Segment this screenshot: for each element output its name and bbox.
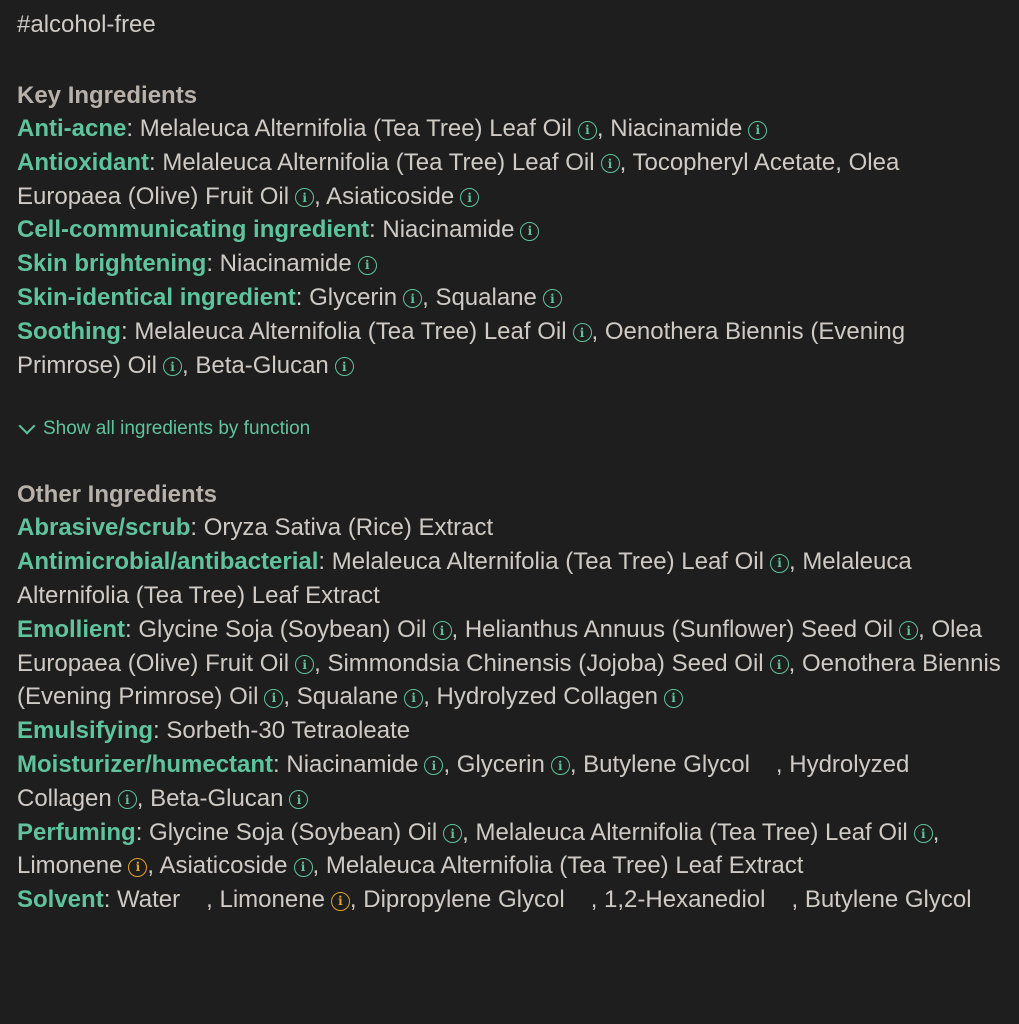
- function-separator: :: [369, 216, 383, 244]
- ingredient-separator: ,: [349, 886, 364, 914]
- ingredient-name[interactable]: Niacinamide: [219, 250, 352, 278]
- function-separator: :: [126, 115, 140, 142]
- show-all-ingredients-label: Show all ingredients by function: [43, 418, 311, 440]
- function-row: [17, 714, 1007, 748]
- function-name-link[interactable]: Emulsifying: [17, 717, 154, 745]
- info-icon[interactable]: i: [748, 121, 767, 140]
- info-icon[interactable]: i: [295, 655, 314, 674]
- ingredient-separator: ,: [314, 182, 327, 210]
- ingredient-separator: ,: [443, 750, 457, 778]
- ingredient-name[interactable]: Glycine Soja (Soybean) Oil: [149, 818, 438, 846]
- info-icon[interactable]: i: [424, 756, 443, 775]
- ingredient-name[interactable]: Glycerin: [456, 750, 545, 778]
- info-icon[interactable]: i: [520, 222, 539, 241]
- ingredient-name[interactable]: Hydrolyzed Collagen: [17, 750, 910, 812]
- info-icon[interactable]: i: [543, 289, 562, 308]
- ingredient-separator: ,: [788, 548, 803, 576]
- ingredient-name[interactable]: Niacinamide: [382, 216, 515, 244]
- ingredient-separator: ,: [918, 615, 932, 643]
- info-icon[interactable]: i: [460, 188, 479, 207]
- key-ingredients-heading: Key Ingredients: [17, 82, 198, 109]
- function-name-link[interactable]: Antioxidant: [17, 148, 149, 176]
- ingredient-name[interactable]: Olea Europaea (Olive) Fruit Oil: [17, 615, 983, 677]
- ingredient-name[interactable]: Melaleuca Alternifolia (Tea Tree) Leaf Extract: [17, 548, 912, 609]
- ingredient-separator: ,: [423, 683, 437, 711]
- ingredient-name[interactable]: Melaleuca Alternifolia (Tea Tree) Leaf Oil: [475, 818, 908, 846]
- info-icon[interactable]: i: [899, 621, 918, 640]
- alcohol-free-tag[interactable]: #alcohol-free: [17, 11, 156, 38]
- show-all-ingredients-toggle[interactable]: [17, 416, 1007, 442]
- ingredient-name[interactable]: Oenothera Biennis (Evening Primrose) Oil: [17, 649, 1001, 711]
- function-separator: :: [190, 514, 204, 542]
- other-ingredients-heading: Other Ingredients: [17, 481, 218, 509]
- function-name-link[interactable]: Abrasive/scrub: [17, 514, 191, 542]
- function-row: [17, 146, 1007, 214]
- ingredient-name[interactable]: Dipropylene Glycol: [363, 886, 565, 914]
- ingredient-name[interactable]: Helianthus Annuus (Sunflower) Seed Oil: [464, 615, 894, 643]
- info-icon[interactable]: i: [770, 554, 789, 573]
- other-ingredients-list: [17, 511, 1007, 917]
- ingredient-separator: ,: [462, 818, 476, 846]
- ingredient-separator: ,: [136, 784, 151, 812]
- function-separator: :: [318, 548, 332, 576]
- ingredient-name[interactable]: Water: [117, 886, 181, 914]
- function-row: [17, 315, 1007, 383]
- ingredient-separator: ,: [283, 683, 297, 711]
- info-icon[interactable]: i: [433, 621, 452, 640]
- info-icon[interactable]: i: [573, 323, 592, 342]
- ingredient-separator: ,: [314, 649, 328, 677]
- ingredient-name[interactable]: Butylene Glycol: [583, 750, 750, 778]
- info-icon[interactable]: i: [601, 154, 620, 173]
- function-name-link[interactable]: Anti-acne: [17, 115, 127, 142]
- ingredient-separator: ,: [569, 750, 584, 778]
- ingredient-name[interactable]: Oryza Sativa (Rice) Extract: [203, 514, 494, 542]
- function-name-link[interactable]: Skin brightening: [17, 250, 207, 278]
- function-name-link[interactable]: Perfuming: [17, 818, 136, 846]
- info-icon[interactable]: i: [914, 824, 933, 843]
- ingredient-name[interactable]: Beta-Glucan: [150, 784, 284, 812]
- function-row: [17, 213, 1007, 247]
- info-icon[interactable]: i: [335, 357, 354, 376]
- info-icon[interactable]: i: [404, 689, 423, 708]
- info-icon[interactable]: i: [118, 790, 137, 809]
- ingredient-separator: ,: [775, 750, 790, 778]
- ingredient-separator: ,: [147, 852, 160, 880]
- ingredient-name[interactable]: Glycine Soja (Soybean) Oil: [138, 615, 427, 643]
- ingredient-name[interactable]: Squalane: [296, 683, 399, 711]
- ingredient-separator: ,: [312, 852, 326, 880]
- ingredient-name[interactable]: Glycerin: [309, 283, 398, 311]
- ingredient-name[interactable]: Niacinamide: [610, 115, 743, 142]
- function-name-link[interactable]: Soothing: [17, 317, 121, 345]
- ingredient-name[interactable]: Sorbeth-30 Tetraoleate: [166, 717, 411, 745]
- info-icon[interactable]: i: [578, 121, 597, 140]
- function-row: [17, 545, 1007, 613]
- ingredient-separator: ,: [451, 615, 465, 643]
- info-icon[interactable]: i: [294, 858, 313, 877]
- info-icon[interactable]: i: [264, 689, 283, 708]
- info-icon[interactable]: i: [163, 357, 182, 376]
- ingredient-name[interactable]: Simmondsia Chinensis (Jojoba) Seed Oil: [327, 649, 764, 677]
- function-row: [17, 883, 1007, 917]
- ingredient-name[interactable]: Limonene: [219, 886, 325, 914]
- ingredient-name[interactable]: Butylene Glycol: [804, 886, 972, 914]
- ingredient-name[interactable]: Melaleuca Alternifolia (Tea Tree) Leaf Oil: [331, 548, 764, 576]
- ingredient-separator: ,: [619, 148, 633, 176]
- ingredient-name[interactable]: Niacinamide: [286, 750, 419, 778]
- info-icon[interactable]: i: [358, 256, 377, 275]
- function-separator: :: [149, 148, 163, 176]
- other-ingredients-section: [17, 478, 1007, 917]
- function-separator: :: [273, 750, 287, 778]
- info-icon[interactable]: i: [551, 756, 570, 775]
- warning-info-icon[interactable]: i: [128, 858, 147, 877]
- ingredient-name[interactable]: 1,2-Hexanediol: [604, 886, 766, 914]
- ingredient-name[interactable]: Hydrolyzed Collagen: [436, 683, 658, 711]
- ingredient-name[interactable]: Asiaticoside: [159, 852, 288, 880]
- ingredient-separator: ,: [591, 317, 605, 345]
- function-row: [17, 511, 1007, 545]
- ingredient-separator: ,: [835, 148, 849, 176]
- ingredient-name[interactable]: Melaleuca Alternifolia (Tea Tree) Leaf Extract: [325, 852, 804, 880]
- key-ingredients-section: [17, 79, 1007, 382]
- info-icon[interactable]: i: [289, 790, 308, 809]
- function-name-link[interactable]: Cell-communicating ingredient: [17, 216, 370, 244]
- ingredient-separator: ,: [182, 351, 196, 379]
- ingredient-name[interactable]: Melaleuca Alternifolia (Tea Tree) Leaf Oil: [134, 317, 567, 345]
- ingredient-separator: ,: [788, 649, 802, 677]
- ingredient-name[interactable]: Limonene: [17, 852, 123, 880]
- ingredient-name[interactable]: Olea Europaea (Olive) Fruit Oil: [17, 148, 900, 210]
- function-name-link[interactable]: Emollient: [17, 615, 126, 643]
- ingredient-name[interactable]: Melaleuca Alternifolia (Tea Tree) Leaf Oil: [162, 148, 595, 176]
- ingredient-separator: ,: [932, 818, 940, 846]
- function-row: [17, 613, 1007, 714]
- ingredient-separator: ,: [791, 886, 805, 914]
- function-name-link[interactable]: Antimicrobial/antibacterial: [17, 548, 319, 576]
- chevron-down-icon: [19, 418, 36, 435]
- function-name-link[interactable]: Moisturizer/humectant: [17, 750, 274, 778]
- info-icon[interactable]: i: [403, 289, 422, 308]
- ingredient-name[interactable]: Melaleuca Alternifolia (Tea Tree) Leaf Oil: [139, 115, 572, 142]
- ingredient-name[interactable]: Tocopheryl Acetate: [632, 148, 836, 176]
- info-icon[interactable]: i: [664, 689, 683, 708]
- ingredient-name[interactable]: Asiaticoside: [326, 182, 455, 210]
- function-separator: :: [103, 886, 118, 914]
- function-row: [17, 247, 1007, 281]
- function-separator: :: [135, 818, 150, 846]
- function-row: [17, 748, 1007, 816]
- ingredient-name[interactable]: Beta-Glucan: [195, 351, 329, 379]
- function-row: [17, 816, 1007, 884]
- function-separator: :: [153, 717, 167, 745]
- function-separator: :: [120, 317, 135, 345]
- function-name-link[interactable]: Skin-identical ingredient: [17, 283, 296, 311]
- ingredient-name[interactable]: Squalane: [435, 283, 537, 311]
- ingredient-separator: ,: [590, 886, 605, 914]
- ingredient-name[interactable]: Oenothera Biennis (Evening Primrose) Oil: [17, 317, 906, 379]
- key-ingredients-list: [17, 112, 1007, 382]
- warning-info-icon[interactable]: i: [331, 892, 350, 911]
- ingredient-separator: ,: [206, 886, 220, 914]
- function-separator: :: [125, 615, 139, 643]
- ingredient-separator: ,: [422, 283, 436, 311]
- function-separator: :: [295, 283, 310, 311]
- function-separator: :: [206, 250, 220, 278]
- function-row: [17, 112, 1007, 146]
- info-icon[interactable]: i: [443, 824, 462, 843]
- info-icon[interactable]: i: [295, 188, 314, 207]
- info-icon[interactable]: i: [770, 655, 789, 674]
- function-row: [17, 281, 1007, 315]
- ingredient-separator: ,: [596, 115, 611, 142]
- function-name-link[interactable]: Solvent: [17, 886, 104, 914]
